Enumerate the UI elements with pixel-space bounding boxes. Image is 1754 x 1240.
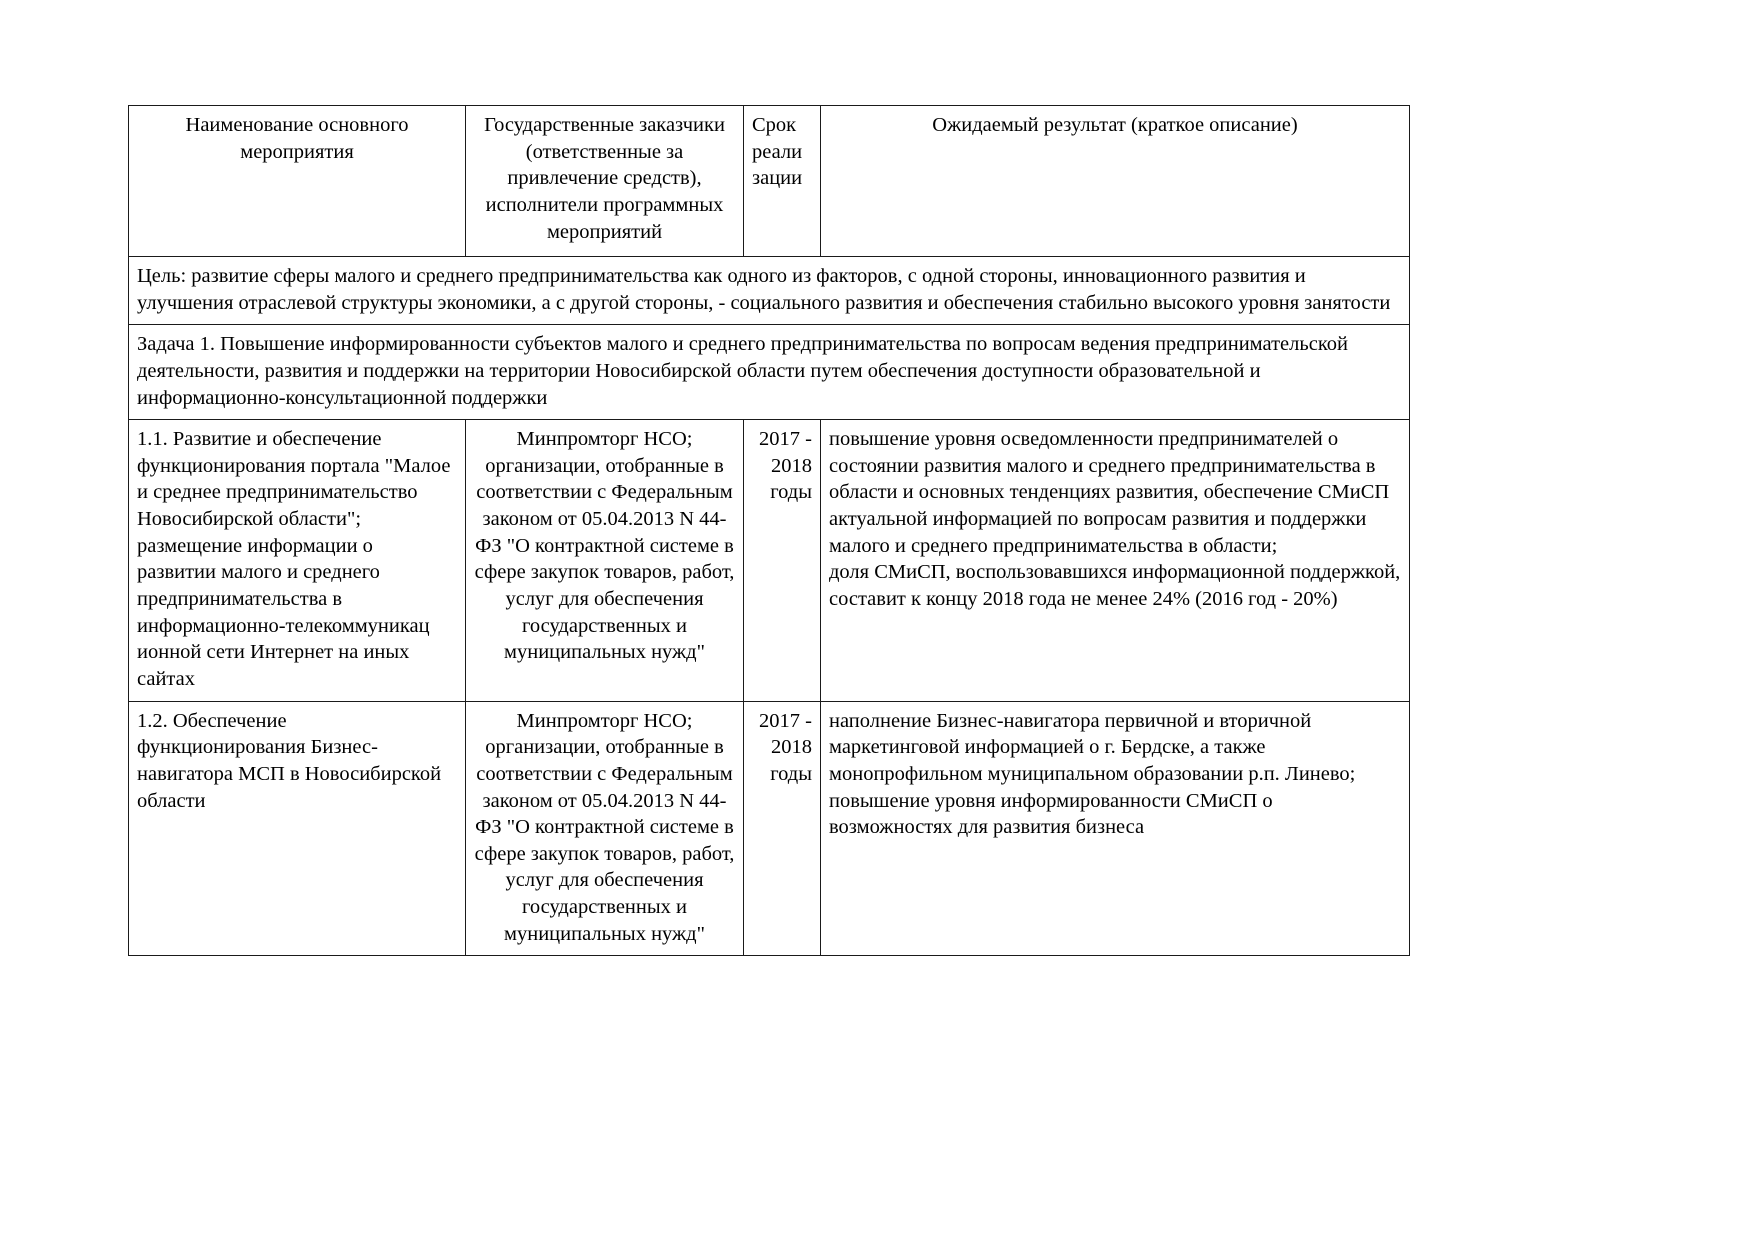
expected-result-1-2 bbox=[821, 701, 1410, 956]
customers-1-1: Минпромторг НСО; организации, отобранные в соответствии с Федеральным законом от 05.04.2013 N 44-ФЗ "О контрактной системе в сфере закупок товаров, работ, услуг для обеспечения государственных и муниципальных нужд" bbox=[466, 420, 744, 701]
task-statement: Задача 1. Повышение информированности субъектов малого и среднего предпринимательства по вопросам ведения предпринимательской деятельности, развития и поддержки на территории Новосибирской области путем обеспечения доступности образовательной и информационно-консультационной поддержки bbox=[129, 325, 1410, 420]
document-page bbox=[128, 105, 1409, 956]
table-row-goal bbox=[129, 257, 1410, 325]
term-1-1: 2017 - 2018 годы bbox=[744, 420, 821, 701]
goal-statement: Цель: развитие сферы малого и среднего предпринимательства как одного из факторов, с одной стороны, инновационного развития и улучшения отраслевой структуры экономики, а с другой стороны, - социального развития и обеспечения стабильно высокого уровня занятости bbox=[129, 257, 1410, 325]
expected-result-1-1 bbox=[821, 420, 1410, 701]
expected-result-1-1-paragraph-2: доля СМиСП, воспользовавшихся информационной поддержкой, составит к концу 2018 года не менее 24% (2016 год - 20%) bbox=[829, 561, 1401, 611]
table-row bbox=[129, 420, 1410, 701]
header-cell-term: Срок реали зации bbox=[744, 106, 821, 257]
measure-name-1-1: 1.1. Развитие и обеспечение функционирования портала "Малое и среднее предпринимательство Новосибирской области"; размещение информации о развитии малого и среднего предпринимательства в информационно-телекоммуникац ионной сети Интернет на иных сайтах bbox=[129, 420, 466, 701]
header-cell-customers: Государственные заказчики (ответственные за привлечение средств), исполнители программных мероприятий bbox=[466, 106, 744, 257]
expected-result-1-2-paragraph-1: наполнение Бизнес-навигатора первичной и вторичной маркетинговой информацией о г. Бердске, а также монопрофильном муниципальном образовании р.п. Линево; bbox=[829, 709, 1356, 785]
measure-name-1-2: 1.2. Обеспечение функционирования Бизнес-навигатора МСП в Новосибирской области bbox=[129, 701, 466, 956]
term-1-2: 2017 - 2018 годы bbox=[744, 701, 821, 956]
table-header-row bbox=[129, 106, 1410, 257]
expected-result-1-2-paragraph-2: повышение уровня информированности СМиСП о возможностях для развития бизнеса bbox=[829, 789, 1273, 839]
header-cell-expected-result: Ожидаемый результат (краткое описание) bbox=[821, 106, 1410, 257]
expected-result-1-1-paragraph-1: повышение уровня осведомленности предпринимателей о состоянии развития малого и среднего предпринимательства в области и основных тенденциях развития, обеспечение СМиСП актуальной информацией по вопросам развития и поддержки малого и среднего предпринимательства в области; bbox=[829, 428, 1390, 557]
table-row bbox=[129, 701, 1410, 956]
customers-1-2: Минпромторг НСО; организации, отобранные в соответствии с Федеральным законом от 05.04.2013 N 44-ФЗ "О контрактной системе в сфере закупок товаров, работ, услуг для обеспечения государственных и муниципальных нужд" bbox=[466, 701, 744, 956]
program-measures-table bbox=[128, 105, 1410, 956]
table-row-task bbox=[129, 325, 1410, 420]
header-cell-measure-name: Наименование основного мероприятия bbox=[129, 106, 466, 257]
